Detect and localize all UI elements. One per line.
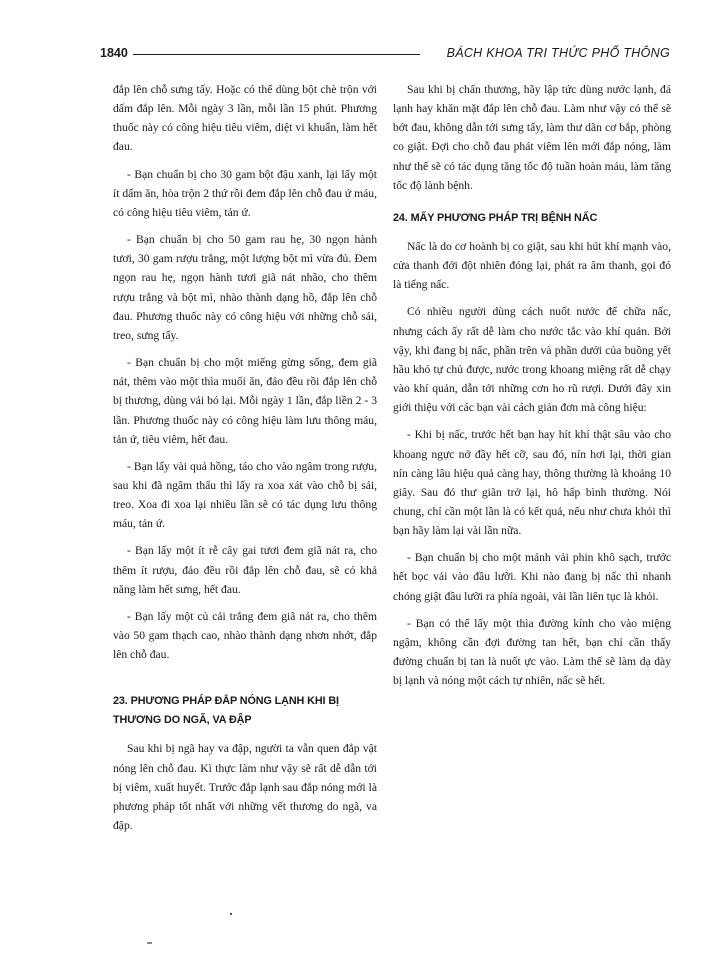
paragraph: - Bạn chuẩn bị cho 30 gam bột đậu xanh, lại lấy một ít dấm ăn, hòa trộn 2 thứ rồi đem đắp lên chỗ đau ứ máu, có công hiệu tiêu viêm, tản ứ.	[113, 167, 377, 219]
right-column	[393, 80, 671, 698]
paragraph: Sau khi bị ngã hay va đập, người ta vẫn quen đắp vật nóng lên chỗ đau. Kì thực làm như vậy sẽ rất dễ dẫn tới bị viêm, xuất huyết. Trước đắp lạnh sau đắp nóng mới là phương pháp tốt nhất với những vết thương do ngã, va đập.	[113, 742, 377, 832]
paragraph: đắp lên chỗ sưng tấy. Hoặc có thể dùng bột chè trộn với dấm đắp lên. Mỗi ngày 3 lần, mỗi lần 15 phút. Phương thuốc này có công hiệu tiêu viêm, diệt vi khuẩn, làm hết đau.	[113, 83, 377, 154]
paragraph: - Bạn chuẩn bị cho một miếng gừng sống, đem giã nát, thêm vào một thìa muối ăn, đảo đều rồi đắp lên chỗ bị thương, dùng vải bó lại. Mỗi ngày 1 lần, đắp liền 2 - 3 lần. Phương thuốc này có công hiệu làm lưu thông máu, tản ứ, tiêu viêm, hết đau.	[113, 356, 377, 446]
scan-speck	[230, 913, 232, 915]
paragraph: - Khi bị nấc, trước hết bạn hay hít khí thật sâu vào cho khoang ngực nở đầy hết cỡ, sau đó, nín hơi lại, thời gian nín càng lâu hiệu quả càng hay, thông thường là khoảng 10 giây. Sau đó thư giãn trở lại, hô hấp bình thường. Nói chung, chỉ cần một lần là có kết quả, nếu như chưa khỏi thì bạn hãy làm lại vài lần nữa.	[393, 428, 671, 538]
paragraph: Có nhiều người dùng cách nuốt nước để chữa nấc, nhưng cách ấy rất dễ làm cho nước tắc vào khí quản. Bởi vậy, khi đang bị nấc, phần trên và phần dưới của buồng yết hầu khó tự chủ được, nước trong khoang miệng rất dễ chạy vào khí quản, dẫn tới những cơn ho rũ rượi. Dưới đây xin giới thiệu với các bạn vài cách giản đơn mà công hiệu:	[393, 305, 671, 415]
left-column	[113, 80, 377, 843]
running-title: BÁCH KHOA TRI THỨC PHỔ THÔNG	[446, 46, 670, 60]
paragraph: - Bạn chuẩn bị cho 50 gam rau hẹ, 30 ngọn hành tươi, 30 gam rượu trắng, một lượng bột mì vừa đủ. Đem ngọn rau hẹ, ngọn hành tươi giã nát nhão, cho thêm rượu trắng và bột mì, nhào thành dạng hồ, đắp lên chỗ đau. Phương thuốc này có công hiệu với những chỗ sái, treo, sưng tấy.	[113, 233, 377, 342]
paragraph: - Bạn chuẩn bị cho một mảnh vải phin khô sạch, trước hết bọc vải vào đầu lưỡi. Khi nào đang bị nấc thì nhanh chóng giật đầu lưỡi ra phía ngoài, vài lần liên tục là khỏi.	[393, 551, 671, 603]
paragraph: Nấc là do cơ hoành bị co giật, sau khi hút khí mạnh vào, cửa thanh đới đột nhiên đóng lại, phát ra âm thanh, gọi đó là tiếng nấc.	[393, 239, 671, 292]
paragraph: - Bạn lấy vài quả hồng, táo cho vào ngâm trong rượu, sau khi đã ngâm thấu thì lấy ra xoa xát vào chỗ bị sái, treo. Xoa đi xoa lại nhiều lần sẽ có tác dụng lưu thông máu, tản ứ.	[113, 459, 377, 531]
page-header	[100, 44, 670, 64]
paragraph: - Bạn lấy một củ cải trắng đem giã nát ra, cho thêm vào 50 gam thạch cao, nhào thành dạng nhơn nhớt, đắp lên chỗ đau.	[113, 609, 377, 662]
page-number: 1840	[100, 46, 128, 60]
section-23-heading: 23. PHƯƠNG PHÁP ĐẮP NÓNG LẠNH KHI BỊ THƯƠNG DO NGÃ, VA ĐẬP	[113, 695, 339, 727]
paragraph: Sau khi bị chấn thương, hãy lập tức dùng nước lạnh, đá lạnh hay khăn mặt đắp lên chỗ đau. Làm như vậy có thể sẽ bớt đau, không dẫn tới sưng tấy, làm thư dãn cơ bắp, phòng co giật. Đợi cho chỗ đau phát viêm lên mới đắp nóng, làm như thế sẽ có tác dụng tăng tốc độ tuần hoàn máu, làm tăng tốc độ lành bệnh.	[393, 83, 671, 192]
paragraph: - Bạn có thể lấy một thìa đường kính cho vào miệng ngậm, không cần đợi đường tan hết, bạn chỉ cần thấy đường chuẩn bị tan là nuốt ực vào. Làm thế sẽ làm dạ dày bị lạnh và nóng một cách tự nhiên, nấc sẽ hết.	[393, 616, 671, 688]
scan-speck	[147, 942, 152, 944]
paragraph: - Bạn lấy một ít rễ cây gai tươi đem giã nát ra, cho thêm ít rượu, đảo đều rồi đắp lên chỗ đau, sẽ có khả năng làm hết sưng, hết đau.	[113, 544, 377, 596]
section-24-heading: 24. MẤY PHƯƠNG PHÁP TRỊ BỆNH NẤC	[393, 211, 598, 224]
header-rule	[133, 54, 420, 55]
